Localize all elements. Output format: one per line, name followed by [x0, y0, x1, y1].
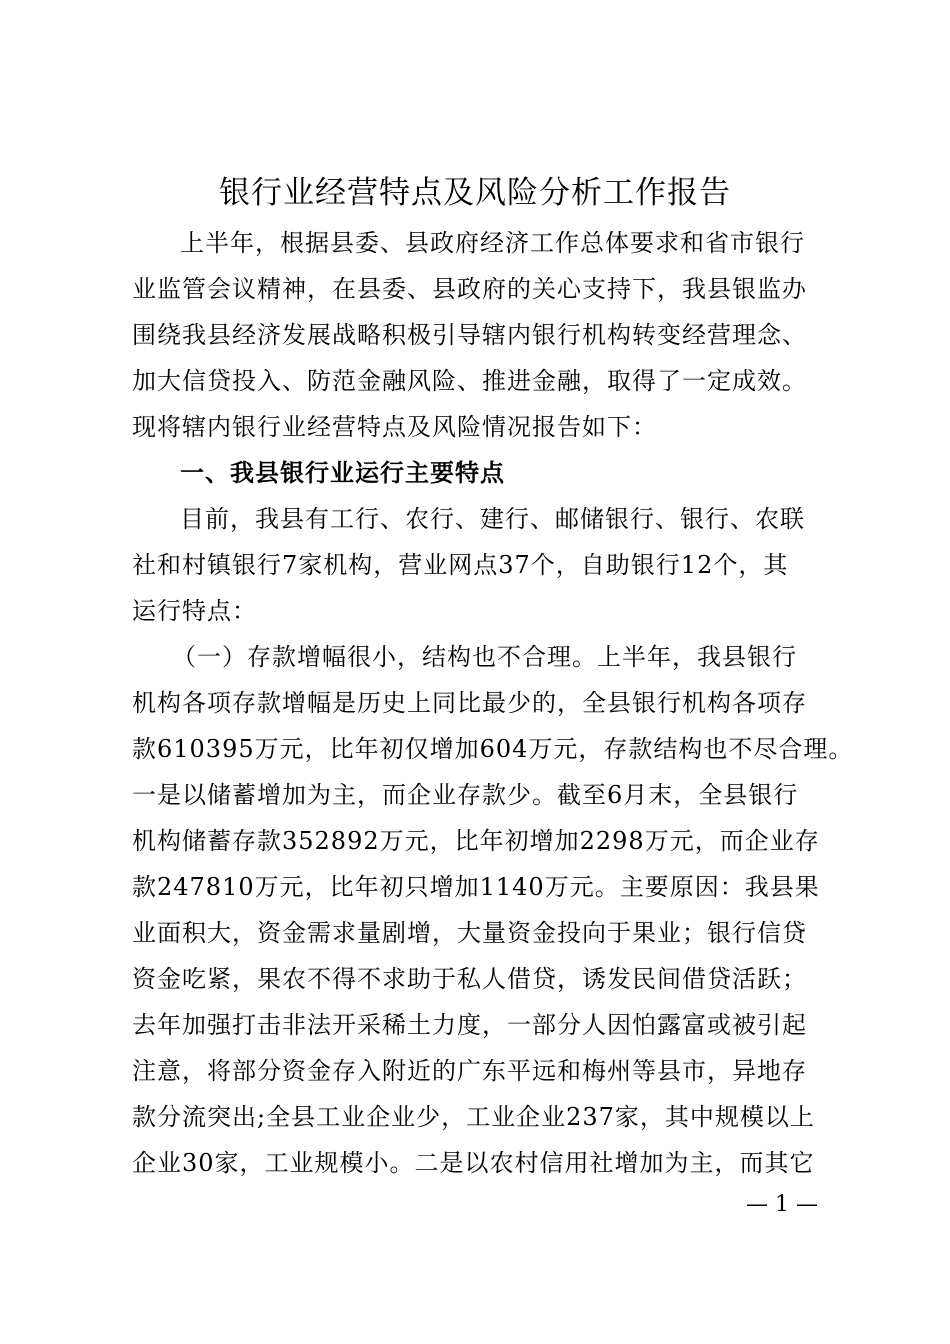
paragraph-line: 目前，我县有工行、农行、建行、邮储银行、银行、农联: [180, 505, 805, 533]
paragraph-line: 现将辖内银行业经营特点及风险情况报告如下：: [132, 413, 657, 441]
paragraph-line: 一是以储蓄增加为主，而企业存款少。截至6月末，全县银行: [132, 781, 799, 809]
paragraph-line: 款分流突出;全县工业企业少，工业企业237家，其中规模以上: [132, 1103, 815, 1131]
paragraph-line: 资金吃紧，果农不得不求助于私人借贷，诱发民间借贷活跃；: [132, 965, 807, 993]
paragraph-line: 加大信贷投入、防范金融风险、推进金融，取得了一定成效。: [132, 367, 807, 395]
paragraph-line: 企业30家，工业规模小。二是以农村信用社增加为主，而其它: [132, 1149, 815, 1177]
paragraph-line: 上半年，根据县委、县政府经济工作总体要求和省市银行: [180, 229, 805, 257]
paragraph-line: 业面积大，资金需求量剧增，大量资金投向于果业；银行信贷: [132, 919, 807, 947]
paragraph-line: 款610395万元，比年初仅增加604万元，存款结构也不尽合理。: [132, 735, 854, 763]
paragraph-line: 款247810万元，比年初只增加1140万元。主要原因：我县果: [132, 873, 820, 901]
subsection-line: （一）存款增幅很小，结构也不合理。上半年，我县银行: [172, 643, 797, 671]
document-title: 银行业经营特点及风险分析工作报告: [219, 175, 731, 211]
paragraph-line: 机构储蓄存款352892万元，比年初增加2298万元，而企业存: [132, 827, 820, 855]
paragraph-line: 去年加强打击非法开采稀土力度，一部分人因怕露富或被引起: [132, 1011, 807, 1039]
paragraph-line: 注意，将部分资金存入附近的广东平远和梅州等县市，异地存: [132, 1057, 807, 1085]
paragraph-line: 围绕我县经济发展战略积极引导辖内银行机构转变经营理念、: [132, 321, 807, 349]
paragraph-line: 机构各项存款增幅是历史上同比最少的，全县银行机构各项存: [132, 689, 807, 717]
paragraph-line: 社和村镇银行7家机构，营业网点37个，自助银行12个，其: [132, 551, 789, 579]
page-number: — 1 —: [746, 1192, 818, 1217]
section-heading: 一、我县银行业运行主要特点: [180, 459, 505, 487]
paragraph-line: 运行特点：: [132, 597, 257, 625]
paragraph-line: 业监管会议精神，在县委、县政府的关心支持下，我县银监办: [132, 275, 807, 303]
